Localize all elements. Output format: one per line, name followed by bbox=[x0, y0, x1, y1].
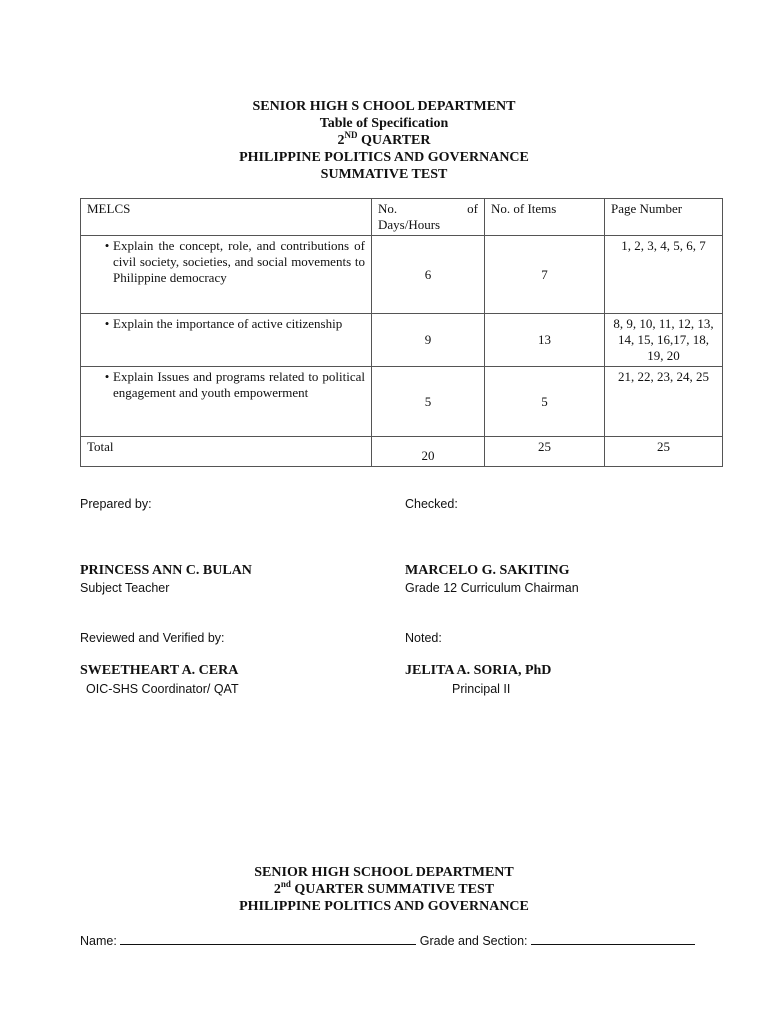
checked-label: Checked: bbox=[405, 497, 458, 511]
days-cell: 6 bbox=[372, 236, 485, 314]
specification-table bbox=[80, 198, 723, 467]
second-header bbox=[0, 864, 768, 915]
noted-name: JELITA A. SORIA, PhD bbox=[405, 663, 552, 678]
name-label: Name: bbox=[80, 934, 117, 948]
items-cell: 13 bbox=[485, 314, 605, 367]
table-row bbox=[81, 236, 723, 314]
table-row bbox=[81, 367, 723, 437]
reviewed-name: SWEETHEART A. CERA bbox=[80, 663, 239, 678]
subject-title: PHILIPPINE POLITICS AND GOVERNANCE bbox=[239, 150, 529, 165]
header-page-number: Page Number bbox=[605, 199, 723, 236]
bullet-icon: • bbox=[104, 316, 110, 331]
test-title: SUMMATIVE TEST bbox=[320, 167, 448, 182]
noted-title: Principal II bbox=[452, 682, 511, 696]
page-cell: 8, 9, 10, 11, 12, 13, 14, 15, 16,17, 18, 19, 20 bbox=[605, 314, 723, 367]
reviewed-title: OIC-SHS Coordinator/ QAT bbox=[86, 682, 239, 696]
checked-name: MARCELO G. SAKITING bbox=[405, 563, 570, 578]
grade-section-label: Grade and Section: bbox=[419, 934, 528, 948]
bullet-icon: • bbox=[104, 238, 110, 253]
document-subtitle: Table of Specification bbox=[319, 116, 449, 131]
total-items: 25 bbox=[485, 437, 605, 467]
total-days: 20 bbox=[372, 437, 485, 467]
noted-label: Noted: bbox=[405, 631, 442, 645]
reviewed-label: Reviewed and Verified by: bbox=[80, 631, 225, 645]
items-cell: 7 bbox=[485, 236, 605, 314]
melc-cell: • Explain the concept, role, and contributions of civil society, societies, and social movements to Philippine democracy bbox=[81, 236, 372, 314]
document-header bbox=[0, 98, 768, 183]
second-department-title: SENIOR HIGH SCHOOL DEPARTMENT bbox=[254, 865, 514, 880]
name-blank[interactable] bbox=[120, 932, 416, 945]
grade-section-blank[interactable] bbox=[531, 932, 695, 945]
days-cell: 5 bbox=[372, 367, 485, 437]
header-melcs: MELCS bbox=[81, 199, 372, 236]
page-cell: 21, 22, 23, 24, 25 bbox=[605, 367, 723, 437]
table-header-row bbox=[81, 199, 723, 236]
prepared-label: Prepared by: bbox=[80, 497, 152, 511]
table-row bbox=[81, 314, 723, 367]
items-cell: 5 bbox=[485, 367, 605, 437]
second-quarter-title: 2nd QUARTER SUMMATIVE TEST bbox=[273, 879, 495, 897]
melc-cell: • Explain Issues and programs related to political engagement and youth empowerment bbox=[81, 367, 372, 437]
student-info-line bbox=[80, 932, 695, 948]
prepared-name: PRINCESS ANN C. BULAN bbox=[80, 563, 252, 578]
bullet-icon: • bbox=[104, 369, 110, 384]
total-label: Total bbox=[81, 437, 372, 467]
header-days: No. of Days/Hours bbox=[372, 199, 485, 236]
header-items: No. of Items bbox=[485, 199, 605, 236]
department-title: SENIOR HIGH S CHOOL DEPARTMENT bbox=[252, 99, 516, 114]
melc-cell: • Explain the importance of active citizenship bbox=[81, 314, 372, 367]
second-subject-title: PHILIPPINE POLITICS AND GOVERNANCE bbox=[239, 899, 529, 914]
quarter-title: 2ND QUARTER bbox=[337, 130, 431, 148]
prepared-title: Subject Teacher bbox=[80, 581, 170, 595]
page-cell: 1, 2, 3, 4, 5, 6, 7 bbox=[605, 236, 723, 314]
total-row bbox=[81, 437, 723, 467]
checked-title: Grade 12 Curriculum Chairman bbox=[405, 581, 579, 595]
days-cell: 9 bbox=[372, 314, 485, 367]
total-pages: 25 bbox=[605, 437, 723, 467]
